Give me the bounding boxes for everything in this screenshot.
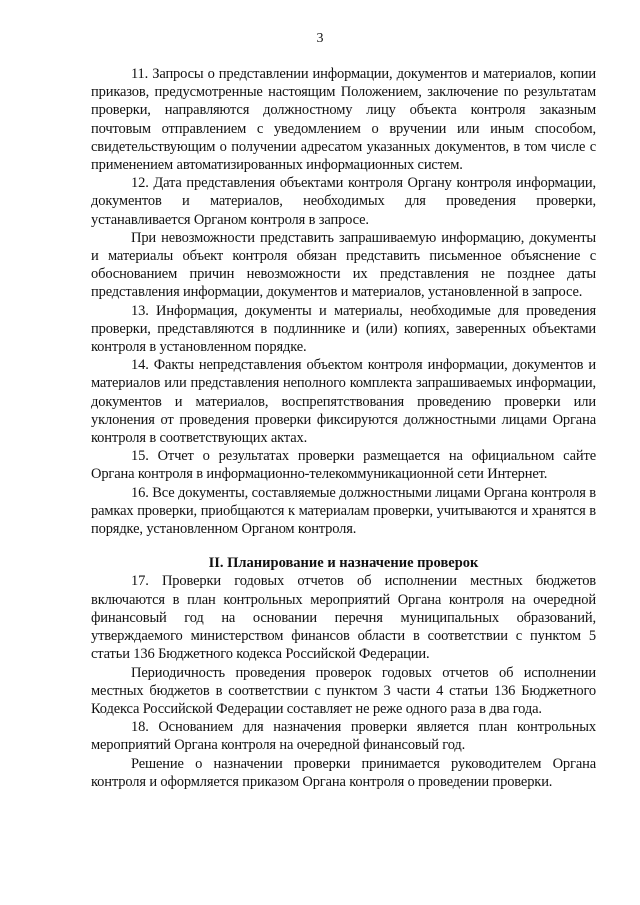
paragraph-12: 12. Дата представления объектами контроля Органу контроля информации, документов и материалов, необходимых для проведения проверки, устанавливается Органом контроля в запросе.: [91, 175, 596, 228]
page-number: 3: [316, 31, 324, 46]
paragraph-17: 17. Проверки годовых отчетов об исполнении местных бюджетов включаются в план контрольных мероприятий Органа контроля на очередной финансовый год на основании перечня муниципальных образований, утверждаемого министерством финансов области в соответствии с пунктом 5 статьи 136 Бюджетного кодекса Российской Федерации.: [91, 573, 596, 663]
paragraph-17-continued: Периодичность проведения проверок годовых отчетов об исполнении местных бюджетов в соответствии с пунктом 3 части 4 статьи 136 Бюджетного Кодекса Российской Федерации составляет не реже одного раза в два года.: [91, 664, 596, 717]
paragraph-13: 13. Информация, документы и материалы, необходимые для проведения проверки, представляются в подлиннике и (или) копиях, заверенных объектами контроля в установленном порядке.: [91, 302, 596, 356]
paragraph-11: 11. Запросы о представлении информации, документов и материалов, копии приказов, предусмотренные настоящим Положением, заключение по результатам проверки, направляются должностному лицу объекта контроля заказным почтовым отправлением с уведомлением о вручении или иным способом, свидетельствующим о получении адресатом указанных документов, в том числе с применением автоматизированных информационных систем.: [91, 66, 596, 174]
document-body: [91, 65, 596, 791]
paragraph-15: 15. Отчет о результатах проверки размещается на официальном сайте Органа контроля в информационно-телекоммуникационной сети Интернет.: [91, 448, 596, 483]
paragraph-18-continued: Решение о назначении проверки принимается руководителем Органа контроля и оформляется приказом Органа контроля о проведении проверки.: [91, 755, 596, 790]
section-heading: II. Планирование и назначение проверок: [208, 555, 479, 572]
paragraph-18: 18. Основанием для назначения проверки является план контрольных мероприятий Органа контроля на очередной финансовый год.: [91, 719, 596, 754]
paragraph-12-continued: При невозможности представить запрашиваемую информацию, документы и материалы объект контроля обязан представить письменное объяснение с обоснованием причин невозможности их представления не позднее даты представления информации, документов и материалов, установленной в запросе.: [91, 229, 596, 301]
paragraph-14: 14. Факты непредставления объектом контроля информации, документов и материалов или представления неполного комплекта запрашиваемых информации, документов и материалов, воспрепятствования проведению проверки или уклонения от проведения проверки фиксируются должностными лицами Органа контроля в соответствующих актах.: [91, 357, 596, 447]
paragraph-16: 16. Все документы, составляемые должностными лицами Органа контроля в рамках проверки, приобщаются к материалам проверки, учитываются и хранятся в порядке, установленном Органом контроля.: [91, 484, 596, 538]
